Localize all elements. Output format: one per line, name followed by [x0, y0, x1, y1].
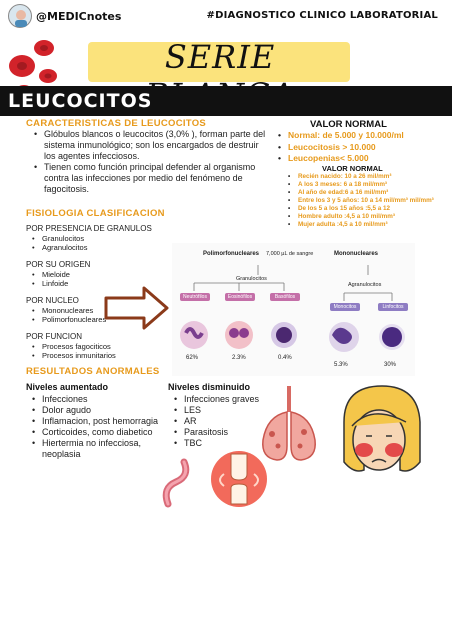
valor-normal-heading: VALOR NORMAL	[310, 119, 387, 130]
blood-count-label: 7,000 µL de sangre	[266, 251, 314, 257]
list-item: • Granulocitos	[32, 234, 87, 243]
eosinophil-pct: 2.3%	[232, 355, 246, 361]
list-item: • TBC	[174, 438, 284, 449]
monocyte-label: Monocitos	[330, 303, 360, 311]
knee-joint-icon	[208, 448, 270, 510]
eosinophil-label: Eosinófilos	[225, 293, 255, 301]
list-item: • Leucocitosis > 10.000	[278, 142, 448, 154]
mono-label: Mononucleares	[334, 251, 379, 257]
group-list	[32, 306, 106, 324]
resultados-heading: RESULTADOS ANORMALES	[26, 366, 160, 377]
list-item: • Infecciones graves	[174, 394, 284, 405]
list-item: • Dolor agudo	[32, 405, 172, 416]
logo-icon	[8, 4, 32, 28]
aumentado-title: Niveles aumentado	[26, 382, 109, 392]
sick-face-icon	[334, 382, 424, 482]
list-item: • A los 3 meses: 6 a 18 mil/mm³	[288, 181, 438, 189]
list-item: • Procesos inmunitarios	[32, 351, 116, 360]
basophil-label: Basófilos	[270, 293, 300, 301]
page-tagline: #DIAGNOSTICO CLINICO LABORATORIAL	[206, 10, 438, 21]
list-item: • Al año de edad:6 a 16 mil/mm³	[288, 189, 438, 197]
list-item: • Corticoides, como diabetico	[32, 427, 172, 438]
list-item: • AR	[174, 416, 284, 427]
valor-normal-list	[278, 130, 448, 165]
caracteristicas-heading: CARACTERISTICAS DE LEUCOCITOS	[26, 118, 207, 129]
list-item: • Mieloide	[32, 270, 70, 279]
list-item: • Hiertermia no infecciosa, neoplasia	[32, 438, 172, 460]
group-label: POR SU ORIGEN	[26, 260, 91, 269]
caracteristicas-list	[34, 129, 270, 195]
list-item: • Infecciones	[32, 394, 172, 405]
list-item: • LES	[174, 405, 284, 416]
list-item: • Glóbulos blancos o leucocitos (3,0% ), forman parte del sistema inmunológico; son los encargados de destruir los agentes infecciosos.	[34, 129, 270, 162]
list-item: • Agranulocitos	[32, 243, 87, 252]
page-title: SERIE	[164, 38, 276, 76]
parasite-icon	[160, 458, 200, 508]
list-item: • Mononucleares	[32, 306, 106, 315]
lymphocyte-pct: 30%	[384, 362, 397, 368]
aumentado-list	[32, 394, 172, 460]
group-list	[32, 234, 87, 252]
list-item: • Linfoide	[32, 279, 70, 288]
list-item: • Leucopenias< 5.000	[278, 153, 448, 165]
group-label: POR NUCLEO	[26, 296, 79, 305]
list-item: • Hombre adulto :4,5 a 10 mil/mm³	[288, 213, 438, 221]
monocyte-pct: 5.3%	[334, 362, 348, 368]
agranulocitos-label: Agranulocitos	[348, 282, 382, 288]
list-item: • Polimorfonucleares	[32, 315, 106, 324]
list-item: • Inflamacion, post hemorragia	[32, 416, 172, 427]
list-item: • Entre los 3 y 5 años: 10 a 14 mil/mm³ mil/mm³	[288, 197, 438, 205]
valor-normal-age-list	[288, 173, 438, 229]
group-label: POR PRESENCIA DE GRANULOS	[26, 224, 152, 233]
list-item: • Tienen como función principal defender al organismo contra las infecciones por medio del fenómeno de fagocitosis.	[34, 162, 270, 195]
disminuido-title: Niveles disminuido	[168, 382, 251, 392]
neutrophil-pct: 62%	[186, 355, 199, 361]
valor-normal-subheading: VALOR NORMAL	[322, 164, 383, 173]
list-item: • Parasitosis	[174, 427, 284, 438]
group-list	[32, 342, 116, 360]
list-item: • Mujer adulta :4,5 a 10 mil/mm³	[288, 221, 438, 229]
fisiologia-heading: FISIOLOGIA CLASIFICACION	[26, 208, 165, 219]
basophil-pct: 0.4%	[278, 355, 292, 361]
list-item: • Procesos fagociticos	[32, 342, 116, 351]
arrow-right-icon	[104, 284, 170, 332]
poly-label: Polimorfonucleares	[203, 251, 260, 257]
granulocitos-label: Granulocitos	[236, 276, 267, 282]
list-item: • Normal: de 5.000 y 10.000/ml	[278, 130, 448, 142]
section-title: LEUCOCITOS	[8, 90, 153, 112]
group-list	[32, 270, 70, 288]
list-item: • Recién nacido: 10 a 26 mil/mm³	[288, 173, 438, 181]
lymphocyte-label: Linfocitos	[378, 303, 408, 311]
list-item: • De los 5 a los 15 años :5,5 a 12	[288, 205, 438, 213]
brand-handle: @MEDICnotes	[36, 10, 122, 23]
neutrophil-label: Neutrófilos	[180, 293, 210, 301]
group-label: POR FUNCION	[26, 332, 82, 341]
